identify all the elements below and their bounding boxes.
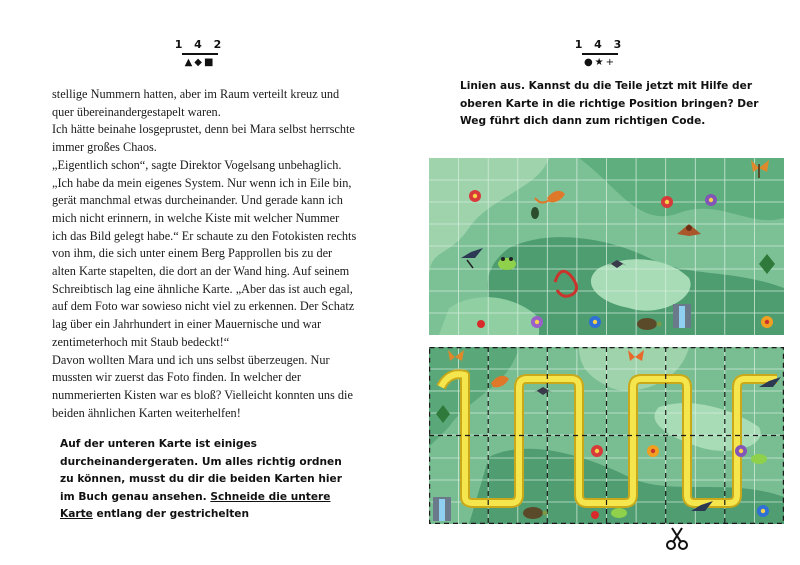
flower-sticker [469, 190, 481, 202]
flower-sticker [531, 316, 543, 328]
story-paragraph: „Eigentlich schon“, sagte Direktor Vogelsang unbehaglich. „Ich habe da mein eigenes System. Nur wenn ich in Eile bin, gerät manchmal etwas durcheinander. Und gerade kann ich mich nicht erinnern, in welche Kiste mit welcher Nummer ich das Bild gelegt habe.“ Er schaute zu den Fotokisten rechts von ihm, die sich unter einem Berg Papprollen bis zu der alten Karte stapelten, die dort an der Wand hing. Auf seinem Schreibtisch lag eine ähnliche Karte. „Aber das ist auch egal, auf dem Foto war sowieso nicht viel zu erkennen. Der Schatz lag über ein Jahrhundert in einer Mauernische und war zentimeterhoch mit Staub bedeckt!“ [52, 157, 357, 349]
frog-sticker [751, 454, 767, 464]
frog-sticker [611, 508, 627, 518]
waterfall-sticker [673, 304, 691, 328]
flower-sticker [589, 316, 601, 328]
flower-sticker [735, 445, 747, 457]
puzzle-instruction-right: Linien aus. Kannst du die Teile jetzt mit Hilfe der oberen Karte in die richtige Position bringen? Der Weg führt dich dann zum richtigen Code. [460, 80, 759, 128]
instruction-underlined: Schneide die untere Karte [60, 490, 331, 521]
upper-map [429, 158, 784, 335]
page-number-rule [582, 53, 618, 55]
ladybug-sticker [477, 320, 485, 328]
flower-sticker [761, 316, 773, 328]
page-number-symbols: ▲◆■ [184, 56, 216, 68]
scissors-icon [664, 526, 690, 552]
page-number-digits: 1 4 2 [174, 38, 226, 51]
instruction-text: Auf der unteren Karte ist einiges durcheinandergeraten. Um alles richtig ordnen zu können, musst du dir die beiden Karten hier im Buch genau ansehen. [60, 438, 342, 503]
story-paragraph: Ich hätte beinahe losgeprustet, denn bei Mara selbst herrschte immer großes Chaos. [52, 122, 355, 155]
flower-sticker [661, 196, 673, 208]
waterfall-sticker [433, 497, 451, 521]
page-number-symbols: ●★+ [583, 56, 617, 68]
lower-map [429, 347, 784, 524]
story-text [52, 86, 357, 422]
lower-map-art [429, 347, 784, 524]
ladybug-sticker [591, 511, 599, 519]
upper-map-art [429, 158, 784, 335]
instruction-tail: entlang der gestrichelten [96, 508, 250, 521]
beetle-sticker [531, 207, 539, 219]
scissors-icon-svg [664, 526, 690, 552]
puzzle-instruction-left [60, 436, 350, 524]
page-number-rule [182, 53, 218, 55]
story-paragraph: stellige Nummern hatten, aber im Raum verteilt kreuz und quer übereinandergestapelt waren. [52, 87, 340, 119]
flower-sticker [647, 445, 659, 457]
page-number-digits: 1 4 3 [574, 38, 626, 51]
flower-sticker [705, 194, 717, 206]
page-number-left [170, 38, 230, 68]
story-paragraph: Davon wollten Mara und ich uns selbst überzeugen. Nur mussten wir zuerst das Foto finden. In welcher der nummerierten Kisten war es bloß? Vielleicht konnten uns die beiden ähnlichen Karten weiterhelfen! [52, 352, 353, 420]
flower-sticker [757, 505, 769, 517]
flower-sticker [591, 445, 603, 457]
page-number-right [570, 38, 630, 68]
